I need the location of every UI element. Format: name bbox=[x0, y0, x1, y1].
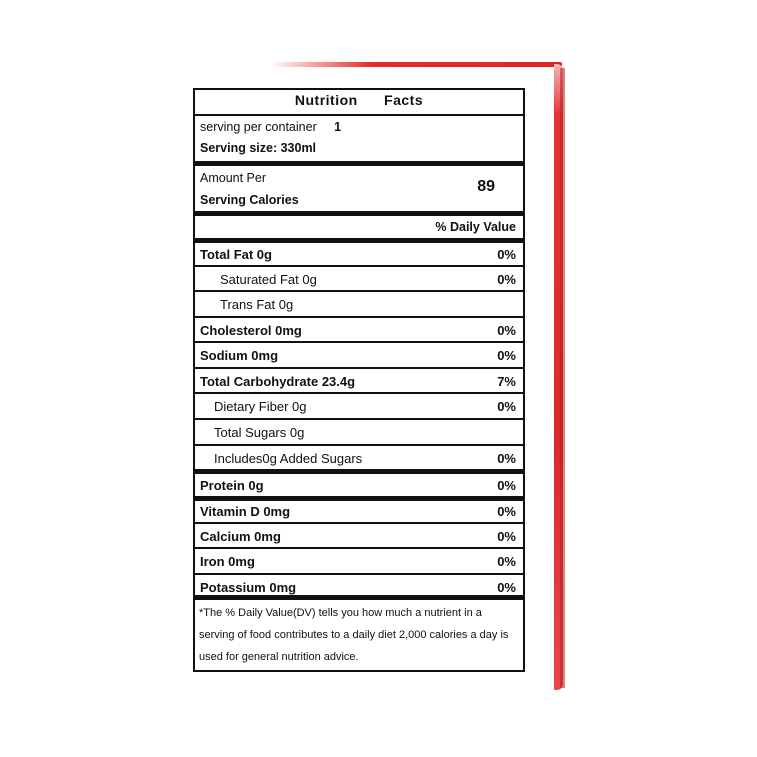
nutrient-name: Sodium 0mg bbox=[200, 347, 279, 363]
nutrient-row bbox=[198, 550, 520, 572]
nutrition-facts-label bbox=[193, 88, 525, 672]
nutrient-row bbox=[198, 344, 520, 366]
nutrient-dv: 0% bbox=[497, 477, 516, 493]
footnote: *The % Daily Value(DV) tells you how much a nutrient in a serving of food contributes to a daily diet 2,000 calories a day is used for general nutrition advice. bbox=[199, 607, 509, 663]
nutrient-dv: 0% bbox=[497, 347, 516, 363]
title-nutrition: Nutrition bbox=[294, 92, 358, 108]
nutrient-row bbox=[198, 447, 520, 469]
nutrient-name: Cholesterol 0mg bbox=[200, 322, 302, 338]
nutrient-name: Vitamin D 0mg bbox=[200, 503, 291, 519]
can-edge-shadow bbox=[560, 68, 565, 688]
nutrient-dv: 0% bbox=[497, 246, 516, 262]
serving-calories-row bbox=[198, 190, 520, 210]
nutrient-row bbox=[198, 243, 520, 265]
nutrient-dv: 0% bbox=[497, 398, 516, 414]
nutrient-row bbox=[198, 293, 520, 315]
divider bbox=[195, 265, 523, 267]
nutrient-row bbox=[198, 370, 520, 392]
servings-value: 1 bbox=[334, 120, 342, 134]
divider bbox=[195, 392, 523, 394]
amount-per-text: Amount Per bbox=[200, 171, 267, 185]
divider bbox=[195, 444, 523, 446]
nutrient-name: Calcium 0mg bbox=[200, 528, 281, 544]
nutrient-row bbox=[198, 395, 520, 417]
nutrient-dv: 0% bbox=[497, 503, 516, 519]
daily-value-header bbox=[198, 216, 520, 238]
nutrient-row bbox=[198, 421, 520, 443]
nutrient-row bbox=[198, 500, 520, 522]
daily-value-header-text: % Daily Value bbox=[435, 220, 516, 234]
nutrient-dv: 7% bbox=[497, 373, 516, 389]
calories-value: 89 bbox=[477, 178, 495, 195]
nutrient-dv: 0% bbox=[497, 322, 516, 338]
nutrient-name: Total Carbohydrate 23.4g bbox=[200, 373, 356, 389]
nutrient-dv: 0% bbox=[497, 528, 516, 544]
nutrient-name: Total Sugars 0g bbox=[214, 424, 305, 440]
can-top-edge bbox=[270, 62, 562, 67]
nutrient-dv: 0% bbox=[497, 579, 516, 595]
divider bbox=[195, 316, 523, 318]
nutrient-name: Includes0g Added Sugars bbox=[214, 450, 363, 466]
divider bbox=[195, 547, 523, 549]
nutrient-name: Protein 0g bbox=[200, 477, 264, 493]
nutrient-row bbox=[198, 525, 520, 547]
nutrient-dv: 0% bbox=[497, 450, 516, 466]
nutrient-row bbox=[198, 268, 520, 290]
nutrient-row bbox=[198, 319, 520, 341]
nutrient-name: Saturated Fat 0g bbox=[220, 271, 317, 287]
nutrient-row bbox=[198, 474, 520, 496]
divider bbox=[195, 367, 523, 369]
servings-label: serving per container bbox=[200, 120, 317, 134]
divider bbox=[195, 114, 523, 116]
divider-thick bbox=[195, 595, 523, 600]
divider bbox=[195, 341, 523, 343]
nutrient-name: Trans Fat 0g bbox=[220, 296, 294, 312]
title-facts: Facts bbox=[384, 92, 424, 108]
nutrient-name: Total Fat 0g bbox=[200, 246, 272, 262]
divider bbox=[195, 573, 523, 575]
divider bbox=[195, 418, 523, 420]
nutrient-name: Potassium 0mg bbox=[200, 579, 297, 595]
divider bbox=[195, 290, 523, 292]
servings-per-container bbox=[198, 117, 520, 137]
divider bbox=[195, 522, 523, 524]
serving-size bbox=[198, 138, 520, 158]
nutrient-dv: 0% bbox=[497, 553, 516, 569]
serving-calories-label: Serving Calories bbox=[200, 193, 299, 207]
serving-size-text: Serving size: 330ml bbox=[200, 141, 317, 155]
amount-per-line1 bbox=[198, 168, 520, 188]
nutrient-name: Iron 0mg bbox=[200, 553, 255, 569]
divider-thick bbox=[195, 161, 523, 166]
nutrient-dv: 0% bbox=[497, 271, 516, 287]
nutrient-name: Dietary Fiber 0g bbox=[214, 398, 307, 414]
label-title bbox=[195, 92, 523, 114]
